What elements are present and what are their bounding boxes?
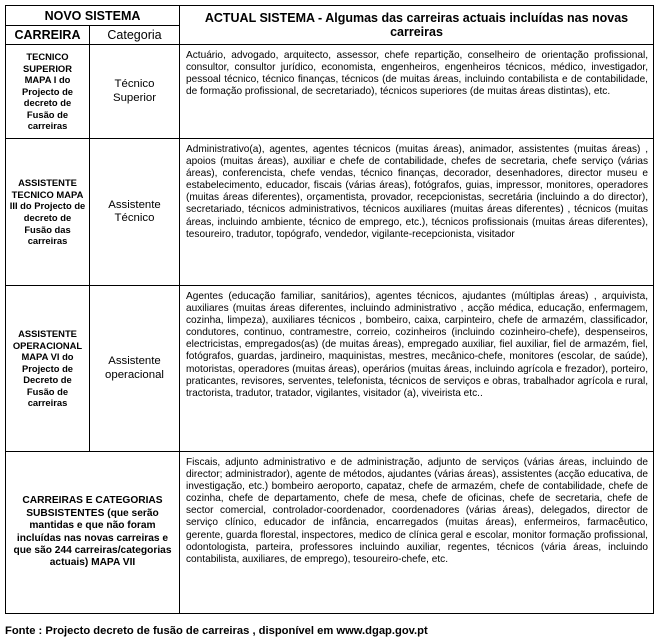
header-carreira: CARREIRA [6, 26, 90, 45]
header-categoria: Categoria [90, 26, 180, 45]
table-row [6, 452, 654, 614]
categoria-cell: Técnico Superior [90, 45, 180, 139]
table-row [6, 139, 654, 286]
carreira-cell: TECNICO SUPERIOR MAPA I do Projecto de decreto de Fusão de carreiras [6, 45, 90, 139]
categoria-cell: Assistente Técnico [90, 139, 180, 286]
carreiras-actuais-cell: Agentes (educação familiar, sanitários), agentes técnicos, ajudantes (múltiplas áreas) , arquivista, auxiliares (muitas áreas diferentes, incluindo administrativo , acção médica, educação, enfermagem, cozinha, limpeza), auxiliares técnicos , bombeiro, caixa, carpinteiro, chefe de armazém, classificador, condutores, continuo, contramestre, correio, cozinheiros (incluindo cozinheiro-chefe), despenseiros, electricistas, empregados(as) (de muitas áreas), empregado auxiliar, fiel auxiliar, fiel de armazém, fiel, fotógrafos, guardas, jardineiro, maquinistas, mestres, mecânico-chefe, monitores (escolar, de saúde), motoristas, operadores (muitas áreas), operários (muitas áreas, incluindo agrícola e frezador), porteiro, praticantes, revisores, serventes, telefonista, técnicos de serviços e obras, trabalhador agrícola e rural, tractorista, tradutor, tratador, vigilantes, visitador (a), viveirista etc.. [180, 286, 654, 452]
careers-comparison-table [5, 5, 654, 614]
header-actual-sistema: ACTUAL SISTEMA - Algumas das carreiras actuais incluídas nas novas carreiras [180, 6, 654, 45]
table-row [6, 286, 654, 452]
header-row-top [6, 6, 654, 26]
carreira-cell: ASSISTENTE TECNICO MAPA III do Projecto de decreto de Fusão das carreiras [6, 139, 90, 286]
categoria-cell: Assistente operacional [90, 286, 180, 452]
table-row [6, 45, 654, 139]
carreiras-actuais-cell: Administrativo(a), agentes, agentes técnicos (muitas áreas), animador, assistentes (muitas áreas) , apoios (muitas áreas), auxiliar e chefe de contabilidade, chefes de secretaria, chefe serviço (várias áreas), conferencista, chefe vendas, técnico finanças, decorador, desenhadores, director museu e estabelecimento, educador, fiscais (várias áreas), fotógrafos, guias, impressor, monitores, operadores (muitas áreas diferentes), orçamentista, provador, recepcionistas, secretária (incluindo a do director), secretariado, técnicos administrativos, técnicos auxiliares (muitas áreas diferentes) , técnicos (muitas áreas, incluindo ambiente, técnico de emprego, etc.), técnicos profissionais (muitas áreas diferentes), tesoureiro, tradutor, topógrafo, vendedor, vigilante-recepcionista, visitador [180, 139, 654, 286]
carreiras-actuais-cell: Actuário, advogado, arquitecto, assessor, chefe repartição, conselheiro de orientação profissional, consultor, consultor jurídico, economista, engenheiros, engenheiros técnicos, médico, investigador, pessoal técnico, técnico finanças, técnicos (de muitas áreas, incluindo contabilista e de contabilidade, de formação profissional, de secretariado), técnicos superiores (de muitas áreas distintas), etc. [180, 45, 654, 139]
header-novo-sistema: NOVO SISTEMA [6, 6, 180, 26]
carreiras-actuais-cell: Fiscais, adjunto administrativo e de administração, adjunto de serviços (várias áreas, incluindo de director; administrador), agente de métodos, ajudantes (várias áreas), assistentes (acção educativa, de investigação, etc.) bombeiro aeroporto, capataz, chefe de armazém, chefe de contabilidade, chefe de cozinha, chefe de departamento, chefe de mesa, chefe de oficinas, chefe de secretaria, chefe de sector comercial, controlador-coordenador, coordenadores (várias áreas), delegados, director de serviço clínico, educador de infância, encarregados (muitas áreas), enfermeiros, farmacêutico, gerente, guarda florestal, inspectores, medico de clínica geral e escolar, monitor formação profissional, odontologista, parteira, professores incluindo auxiliar, regentes, técnicos (vária áreas, incluindo contabilista, auxiliares, de emprego), tesoureiro-chefe, etc. [180, 452, 654, 614]
carreira-cell: CARREIRAS E CATEGORIAS SUBSISTENTES (que serão mantidas e que não foram incluídas nas novas carreiras e que são 244 carreiras/categorias actuais) MAPA VII [6, 452, 180, 614]
source-note: Fonte : Projecto decreto de fusão de carreiras , disponível em www.dgap.gov.pt [5, 625, 428, 637]
careers-table-frame [5, 5, 653, 614]
carreira-cell: ASSISTENTE OPERACIONAL MAPA VI do Projecto de Decreto de Fusão de carreiras [6, 286, 90, 452]
